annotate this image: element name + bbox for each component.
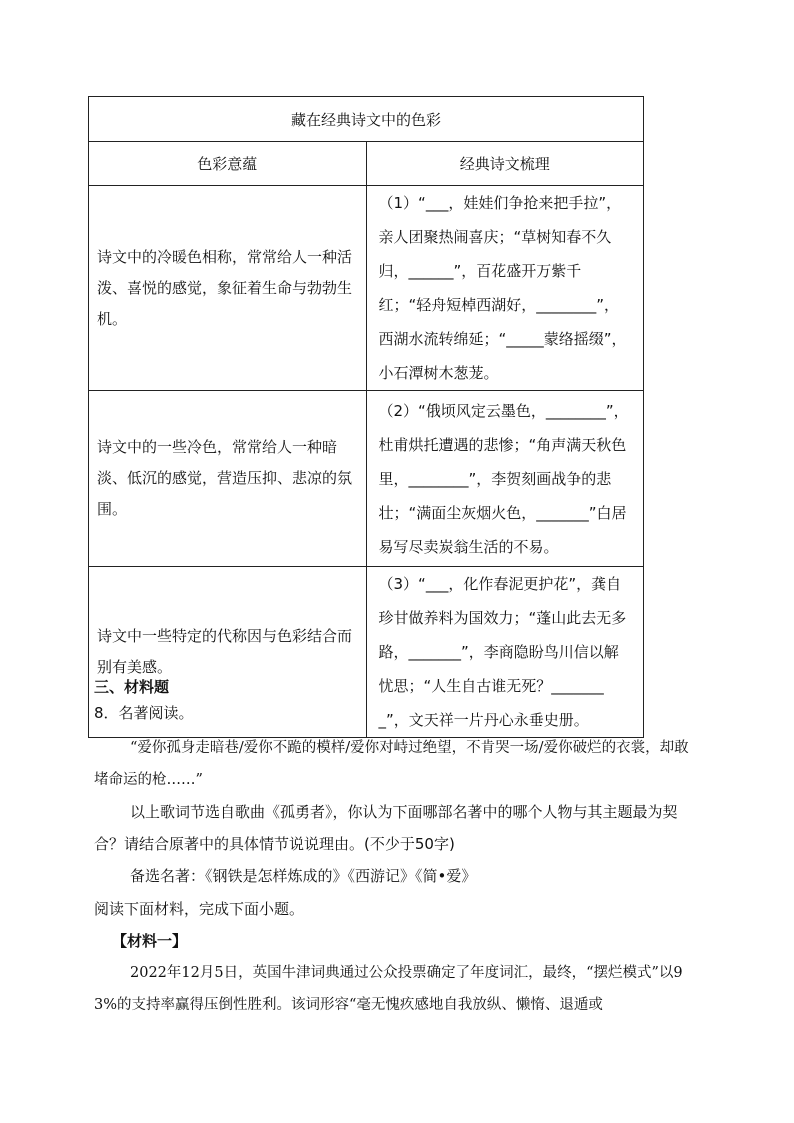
poem-examples-cell: （3）“___，化作春泥更护花”，龚自珍甘做养料为国效力；“蓬山此去无多路，_______”，李商隐盼鸟川信以解忧思；“人生自古谁无死？________”，文天祥一片丹心永垂史册。 [378,575,627,729]
material-one-label: 【材料一】 [112,932,188,950]
table-title: 藏在经典诗文中的色彩 [89,97,644,142]
poem-color-table [88,96,644,738]
table-row [89,186,644,391]
section-heading: 三、材料题 [94,678,170,696]
table-row [89,391,644,567]
question-text: 以上歌词节选自歌曲《孤勇者》，你认为下面哪部名著中的哪个人物与其主题最为契合？请结合原著中的具体情节说说理由。(不少于50字) [94,803,678,853]
material-one-text: 2022年12月5日，英国牛津词典通过公众投票确定了年度词汇，最终，“摆烂模式”以93%的支持率赢得压倒性胜利。该词形容“毫无愧疚感地自我放纵、懒惰、退遁或 [94,965,683,1013]
color-meaning-cell: 诗文中的一些冷色，常常给人一种暗淡、低沉的感觉，营造压抑、悲凉的氛围。 [97,438,353,518]
lyrics-quote: “爱你孤身走暗巷/爱你不跪的模样/爱你对峙过绝望，不肯哭一场/爱你破烂的衣裳，却敢堵命运的枪……” [94,740,689,788]
question-8-label: 8．名著阅读。 [94,704,194,722]
poem-examples-cell: （1）“___，娃娃们争抢来把手拉”，亲人团聚热闹喜庆；“草树知春不久归，______”，百花盛开万紫千红；“轻舟短棹西湖好，________”，西湖水流转绵延；“_____蒙络摇缀”，小石潭树木葱茏。 [378,194,627,382]
book-options: 备选名著：《钢铁是怎样炼成的》《西游记》《简•爱》 [130,867,477,885]
reading-instruction: 阅读下面材料，完成下面小题。 [94,900,305,918]
column-header-meaning: 色彩意蕴 [89,142,367,186]
color-meaning-cell: 诗文中一些特定的代称因与色彩结合而别有美感。 [97,627,353,676]
column-header-examples: 经典诗文梳理 [366,142,644,186]
poem-examples-cell: （2）“俄顷风定云墨色，________”，杜甫烘托遭遇的悲惨；“角声满天秋色里，________”，李贺刻画战争的悲壮；“满面尘灰烟火色，_______”白居易写尽卖炭翁生活的不易。 [378,401,629,556]
color-meaning-cell: 诗文中的冷暖色相称，常常给人一种活泼、喜悦的感觉，象征着生命与勃勃生机。 [97,247,353,328]
